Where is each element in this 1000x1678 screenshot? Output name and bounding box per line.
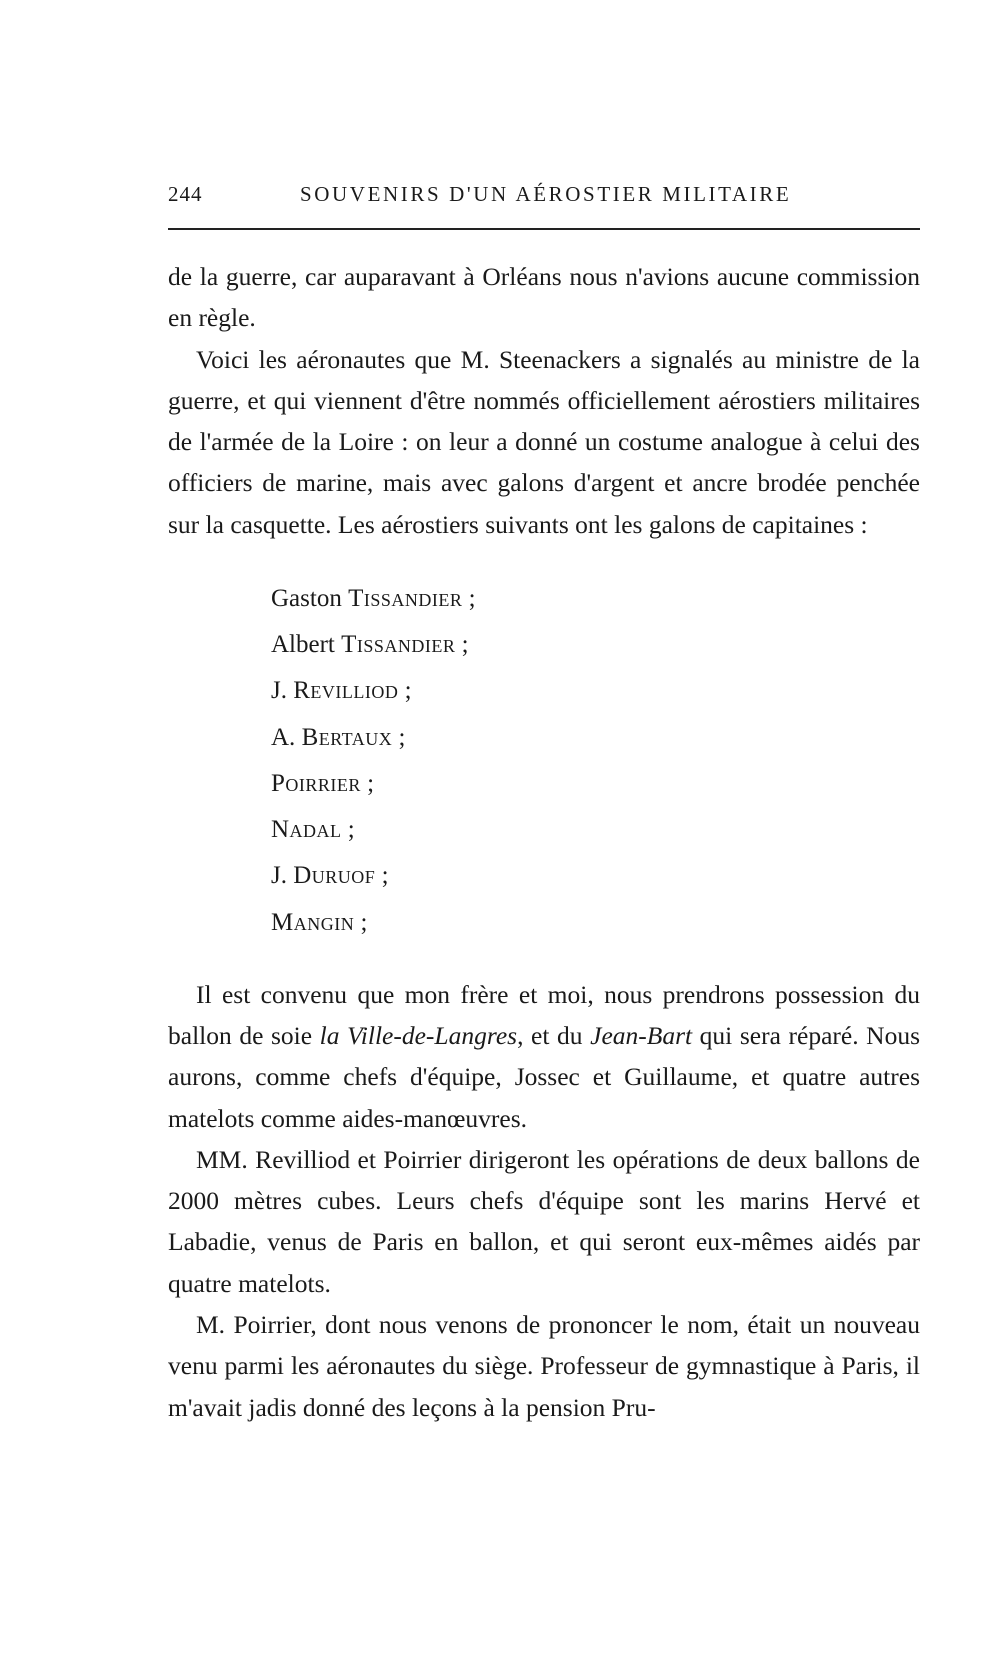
paragraph-poirrier: M. Poirrier, dont nous venons de prononcer le nom, était un nouveau venu parmi les aéronautes du siège. Professeur de gymnastique à Paris, il m'avait jadis donné des leçons à la pension Pru- xyxy=(168,1310,920,1422)
surname: Bertaux xyxy=(301,723,393,751)
list-item xyxy=(271,853,920,899)
punctuation: ; xyxy=(341,816,355,844)
given-name: J. xyxy=(271,862,294,890)
header-rule xyxy=(168,228,920,230)
given-name: Albert xyxy=(271,631,342,659)
given-name: Gaston xyxy=(271,585,349,613)
paragraph-continuation: de la guerre, car auparavant à Orléans nous n'avions aucune commission en règle. xyxy=(168,262,920,333)
punctuation: ; xyxy=(398,677,412,705)
paragraph-revilliod-poirrier: MM. Revilliod et Poirrier dirigeront les opérations de deux ballons de 2000 mètres cubes. Leurs chefs d'équipe sont les marins Hervé et Labadie, venus de Paris en ballon, et qui seront eux-mêmes aidés par quatre matelots. xyxy=(168,1144,920,1298)
paragraph-balloons xyxy=(168,974,920,1139)
captains-list xyxy=(168,576,920,946)
body-text xyxy=(168,256,920,1428)
surname: Tissandier xyxy=(341,631,456,659)
list-item xyxy=(271,576,920,622)
text-segment: Il est convenu que mon frère et moi, nous prendrons possession du ballon de soie xyxy=(168,979,920,1050)
running-title: SOUVENIRS D'UN AÉROSTIER MILITAIRE xyxy=(300,182,792,206)
running-head xyxy=(168,182,920,216)
punctuation: ; xyxy=(354,908,368,936)
punctuation: ; xyxy=(455,631,469,659)
punctuation: ; xyxy=(360,769,375,797)
surname: Tissandier xyxy=(348,585,463,613)
surname: Mangin xyxy=(271,908,355,936)
list-item xyxy=(271,900,920,946)
punctuation: ; xyxy=(375,862,389,890)
surname: Nadal xyxy=(271,816,342,844)
balloon-name-ville-de-langres: la Ville-de-Langres xyxy=(319,1021,518,1050)
given-name: A. xyxy=(271,723,302,751)
punctuation: ; xyxy=(392,723,406,751)
balloon-name-jean-bart: Jean-Bart xyxy=(590,1021,693,1050)
list-item xyxy=(271,668,920,714)
paragraph-aeronauts: Voici les aéronautes que M. Steenackers a signalés au ministre de la guerre, et qui viennent d'être nommés officiellement aérostiers militaires de l'armée de la Loire : on leur a donné un costume analogue à celui des officiers de marine, mais avec galons d'argent et ancre brodée penchée sur la casquette. Les aérostiers suivants ont les galons de capitaines : xyxy=(168,344,920,539)
list-item xyxy=(271,715,920,761)
text-segment: , et du xyxy=(517,1021,591,1050)
surname: Revilliod xyxy=(293,677,399,705)
surname: Poirrier xyxy=(271,769,361,797)
page-number: 244 xyxy=(168,182,203,206)
given-name: J. xyxy=(271,677,294,705)
punctuation: ; xyxy=(462,585,476,613)
text-segment: qui sera réparé. Nous aurons, comme chefs d'équipe, Jossec et Guillaume, et quatre autres matelots comme aides-manœuvres. xyxy=(168,1021,921,1133)
list-item xyxy=(271,761,920,807)
list-item xyxy=(271,807,920,853)
list-item xyxy=(271,622,920,668)
surname: Duruof xyxy=(293,862,376,890)
